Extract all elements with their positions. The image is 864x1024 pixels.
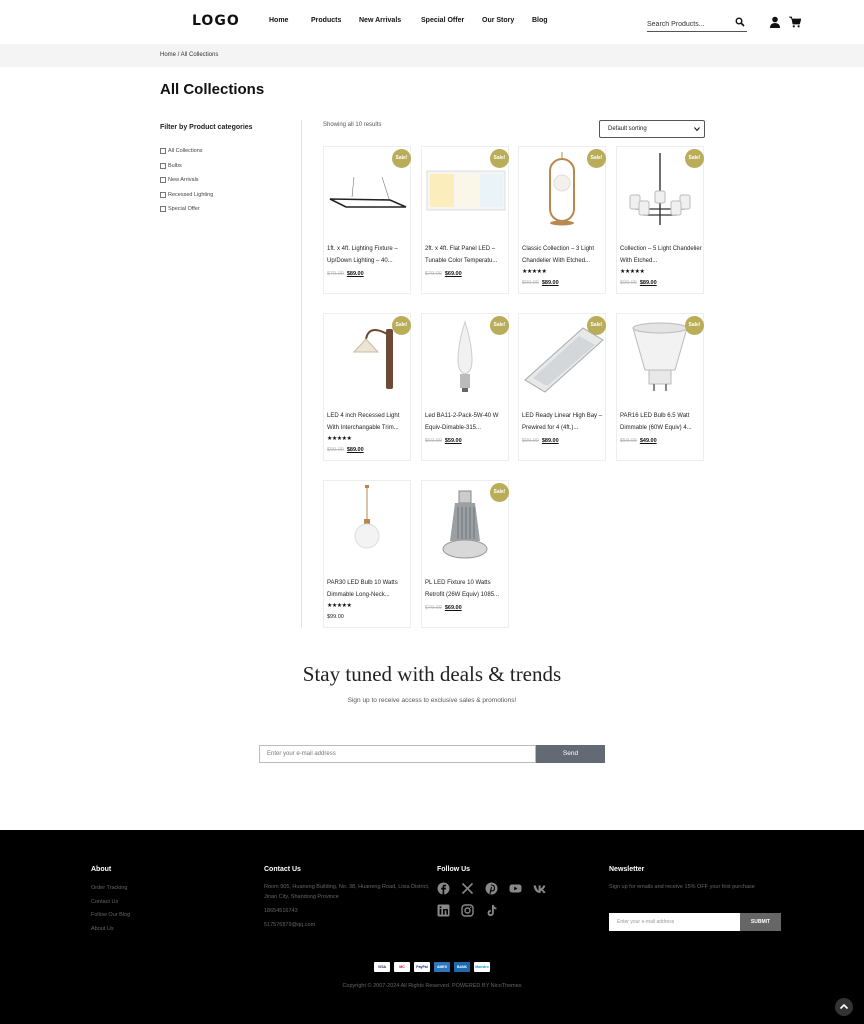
rating-stars: ★★★★★	[327, 436, 352, 442]
old-price: $59.00	[620, 438, 637, 444]
product-name[interactable]: Led BA11-2-Pack-5W-40 W Equiv-Dimable-315...	[425, 413, 499, 431]
product-price	[425, 605, 462, 611]
breadcrumb[interactable]: Home / All Collections	[160, 52, 219, 58]
category-special-offer[interactable]	[160, 202, 213, 217]
footer-submit-button[interactable]: SUBMIT	[740, 913, 781, 931]
rating-stars: ★★★★★	[327, 603, 352, 609]
product-card[interactable]	[616, 313, 704, 461]
old-price: $69.00	[425, 438, 442, 444]
regular-price: $99.00	[327, 614, 344, 620]
category-bulbs[interactable]	[160, 159, 213, 174]
old-price: $99.00	[327, 447, 344, 453]
footer-address: Room 905, Huaneng Building, No. 38, Huaneng Road, Lixia District, Jinan City, Shandong Province	[264, 884, 430, 900]
footer-newsletter-text: Sign up for emails and receive 15% OFF your first purchase	[609, 884, 755, 890]
category-label: Special Offer	[168, 206, 200, 213]
footer-link-contact-us[interactable]: Contact Us	[91, 898, 119, 905]
footer-link-order-tracking[interactable]: Order Tracking	[91, 885, 128, 891]
product-card[interactable]	[421, 480, 509, 628]
nav-new-arrivals[interactable]: New Arrivals	[359, 17, 402, 24]
product-price	[327, 614, 344, 620]
product-name[interactable]: 2ft. x 4ft. Flat Panel LED – Tunable Color Temperatu...	[425, 246, 498, 264]
product-price	[522, 280, 559, 286]
product-card[interactable]	[421, 146, 509, 294]
search-box	[647, 13, 747, 32]
footer-link-about-us[interactable]: About Us	[91, 925, 114, 932]
product-card[interactable]	[323, 146, 411, 294]
sort-selected: Default sorting	[608, 126, 647, 132]
footer-follow	[437, 866, 557, 917]
category-label: Recessed Lighting	[168, 191, 214, 198]
sale-price: $49.00	[639, 438, 657, 444]
social-icons	[437, 882, 557, 917]
youtube-icon[interactable]	[509, 882, 522, 895]
newsletter-title: Stay tuned with deals & trends	[302, 662, 562, 686]
product-price	[522, 438, 559, 444]
product-card[interactable]	[421, 313, 509, 461]
product-price	[327, 271, 364, 277]
results-count: Showing all 10 results	[323, 122, 382, 128]
rating-stars: ★★★★★	[522, 269, 547, 275]
sort-select[interactable]	[599, 120, 705, 138]
footer-follow-title: Follow Us	[437, 866, 471, 873]
bank-transfer-icon: BANK	[454, 962, 470, 972]
vk-icon[interactable]	[533, 882, 546, 895]
breadcrumb-bar	[0, 44, 864, 67]
main-nav	[269, 17, 562, 24]
sale-badge: Sale!	[490, 316, 509, 335]
instagram-icon[interactable]	[461, 904, 474, 917]
old-price: $99.00	[522, 280, 539, 286]
paypal-icon: PayPal	[414, 962, 430, 972]
newsletter-subtitle: Sign up to receive access to exclusive sales & promotions!	[347, 697, 517, 704]
chevron-down-icon	[694, 126, 700, 132]
product-name[interactable]: 1ft. x 4ft. Lighting Fixture – Up/Down Lighting – 40...	[327, 246, 398, 264]
copyright: Copyright © 2007-2024 All Rights Reserved. POWERED BY NicoThemes	[342, 983, 522, 989]
product-name[interactable]: Collection – 5 Light Chandelier With Etched...	[620, 246, 702, 264]
nav-our-story[interactable]: Our Story	[482, 17, 515, 24]
sale-badge: Sale!	[392, 149, 411, 168]
nav-home[interactable]: Home	[269, 17, 289, 24]
category-label: Bulbs	[168, 162, 182, 169]
product-price	[425, 271, 462, 277]
amex-icon: AMEX	[434, 962, 450, 972]
product-card[interactable]	[518, 146, 606, 294]
old-price: $99.00	[522, 438, 539, 444]
product-name[interactable]: LED Ready Linear High Bay – Prewired for 4 (4ft.)...	[522, 413, 603, 431]
product-price	[620, 438, 657, 444]
newsletter-email-input[interactable]: Enter your e-mail address	[259, 745, 536, 763]
product-card[interactable]	[616, 146, 704, 294]
page-title: All Collections	[160, 81, 265, 98]
mastercard-icon: MC	[394, 962, 410, 972]
footer-newsletter	[609, 866, 759, 892]
footer-phone[interactable]: 18654516743	[264, 908, 298, 914]
product-name[interactable]: PAR30 LED Bulb 10 Watts Dimmable Long-Neck...	[327, 580, 398, 598]
filter-title: Filter by Product categories	[160, 124, 253, 131]
checkbox[interactable]	[160, 163, 166, 169]
old-price: $79.00	[327, 271, 344, 277]
site-logo[interactable]: LOGO	[192, 13, 240, 29]
sale-price: $89.00	[541, 280, 559, 286]
rating-stars: ★★★★★	[620, 269, 645, 275]
old-price: $79.00	[425, 605, 442, 611]
product-name[interactable]: Classic Collection – 3 Light Chandelier With Etched...	[522, 246, 595, 264]
product-price	[327, 447, 364, 453]
sale-badge: Sale!	[490, 149, 509, 168]
footer-link-follow-blog[interactable]: Follow Our Blog	[91, 912, 131, 918]
product-card[interactable]	[518, 313, 606, 461]
account-icon[interactable]	[769, 16, 781, 28]
footer-newsletter-title: Newsletter	[609, 866, 645, 873]
site-header	[0, 0, 864, 44]
footer-about-title: About	[91, 866, 112, 873]
category-new-arrivals[interactable]	[160, 173, 213, 188]
chevron-up-icon	[835, 998, 853, 1016]
checkbox[interactable]	[160, 206, 166, 212]
product-card[interactable]	[323, 313, 411, 461]
product-price	[620, 280, 657, 286]
sale-price: $89.00	[639, 280, 657, 286]
footer-contact	[264, 866, 430, 930]
old-price: $79.00	[425, 271, 442, 277]
sale-badge: Sale!	[490, 483, 509, 502]
sale-price: $89.00	[346, 271, 364, 277]
sale-price: $69.00	[444, 605, 462, 611]
visa-icon: VISA	[374, 962, 390, 972]
newsletter-send-button[interactable]: Send	[536, 745, 605, 763]
sale-badge: Sale!	[685, 149, 704, 168]
back-to-top-button[interactable]	[835, 998, 853, 1016]
product-name[interactable]: PAR16 LED Bulb 6.5 Watt Dimmable (60W Equiv) 4...	[620, 413, 692, 431]
nav-products[interactable]: Products	[311, 17, 342, 24]
sale-price: $59.00	[444, 438, 462, 444]
nav-blog[interactable]: Blog	[532, 17, 548, 24]
product-price	[425, 438, 462, 444]
checkbox[interactable]	[160, 192, 166, 198]
sale-badge: Sale!	[392, 316, 411, 335]
sale-price: $89.00	[346, 447, 364, 453]
checkbox[interactable]	[160, 148, 166, 154]
product-card[interactable]	[323, 480, 411, 628]
facebook-icon[interactable]	[437, 882, 450, 895]
old-price: $99.00	[620, 280, 637, 286]
nav-special-offer[interactable]: Special Offer	[421, 17, 465, 24]
sale-price: $69.00	[444, 271, 462, 277]
sale-badge: Sale!	[587, 149, 606, 168]
product-name[interactable]: LED 4 inch Recessed Light With Interchangable Trim...	[327, 413, 400, 431]
cart-icon[interactable]	[789, 16, 801, 28]
footer-email[interactable]: 517576879@qq.com	[264, 922, 316, 928]
maestro-icon: Maestro	[474, 962, 490, 972]
category-all-collections[interactable]	[160, 144, 213, 159]
footer-about	[91, 866, 130, 936]
category-label: All Collections	[168, 148, 203, 155]
sale-badge: Sale!	[587, 316, 606, 335]
search-icon[interactable]	[735, 17, 745, 27]
product-image[interactable]	[324, 481, 410, 565]
checkbox[interactable]	[160, 177, 166, 183]
category-filter-list	[160, 144, 213, 217]
payment-icons	[374, 962, 490, 972]
category-recessed-lighting[interactable]	[160, 188, 213, 203]
product-name[interactable]: PL LED Fixture 10 Watts Retrofit (26W Equiv) 1085...	[425, 580, 500, 598]
search-input[interactable]	[647, 16, 727, 33]
tiktok-icon[interactable]	[485, 904, 498, 917]
sale-price: $89.00	[541, 438, 559, 444]
footer-contact-title: Contact Us	[264, 866, 301, 873]
category-label: New Arrivals	[168, 177, 199, 184]
footer-email-input[interactable]: Enter your e-mail address	[609, 913, 740, 931]
x-twitter-icon[interactable]	[461, 882, 474, 895]
pinterest-icon[interactable]	[485, 882, 498, 895]
sale-badge: Sale!	[685, 316, 704, 335]
linkedin-icon[interactable]	[437, 904, 450, 917]
sidebar-divider	[301, 120, 302, 628]
